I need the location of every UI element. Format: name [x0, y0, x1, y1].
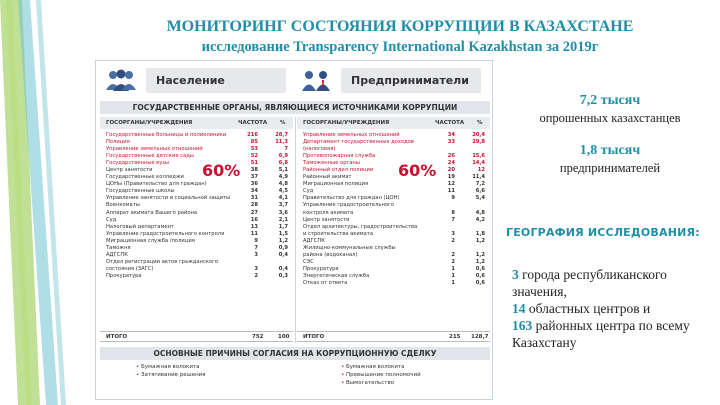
org-name: Государственные больницы и поликлиники	[106, 132, 227, 138]
percent-value: 4,8	[475, 209, 485, 216]
org-name: Противопожарная служба	[303, 153, 376, 160]
frequency-value: 31	[250, 195, 258, 202]
table-row	[303, 181, 491, 188]
org-name: Правительство для граждан (ЦОН)	[303, 195, 400, 202]
org-name: Прокуратура	[303, 265, 339, 272]
table-row	[106, 259, 294, 266]
percent-value: 6,8	[278, 160, 288, 167]
percent-value: 3,6	[278, 209, 288, 216]
percent-value: 4,1	[278, 195, 288, 202]
percent-value: 0,4	[278, 251, 288, 258]
org-name: Государственные вузы	[106, 160, 170, 167]
percent-value: 1,2	[278, 237, 288, 244]
org-name: Управление земельных отношений	[303, 132, 400, 138]
population-header-label: Население	[146, 68, 286, 93]
frequency-value: 12	[447, 181, 455, 188]
org-name: Департамент государственных доходов	[303, 139, 414, 146]
population-column-headers	[100, 117, 293, 129]
table-row	[303, 259, 491, 266]
table-row	[106, 153, 294, 160]
stat-entrepreneurs-value: 1,8 тысяч	[579, 143, 641, 158]
frequency-value: 1	[451, 272, 455, 279]
percent-value: 6,9	[278, 153, 288, 160]
frequency-value: 2	[451, 251, 455, 258]
frequency-value: 11	[250, 230, 258, 237]
entrepreneurs-highlight-percent: 60%	[398, 161, 437, 180]
org-name: Жилищно-коммунальные службы	[303, 244, 396, 251]
frequency-value: 19	[447, 174, 455, 181]
table-row	[303, 224, 491, 231]
table-row	[303, 252, 491, 259]
percent-value: 0,6	[475, 272, 485, 279]
entrepreneurs-reasons	[341, 363, 421, 387]
table-row	[106, 181, 294, 188]
org-name: Управление занятости и социальной защиты	[106, 195, 231, 202]
frequency-value: 216	[247, 132, 258, 138]
column-divider	[295, 117, 296, 343]
percent-value: 0,6	[475, 279, 485, 286]
frequency-value: 16	[250, 216, 258, 223]
org-name: и строительства акимата	[303, 230, 374, 237]
percent-value: 0,3	[278, 272, 288, 279]
percent-value: 11,4	[472, 174, 485, 181]
frequency-value: 24	[447, 160, 455, 167]
frequency-value: 9	[451, 195, 455, 202]
reason-item: • Бумажная волокита	[341, 363, 421, 371]
table-row	[303, 238, 491, 245]
population-table	[106, 132, 294, 280]
table-row	[106, 146, 294, 153]
regional-text: областных центров и	[525, 301, 651, 316]
percent-value: 4,9	[278, 174, 288, 181]
col-pct-label: %	[280, 120, 286, 126]
org-name: Центр занятости	[303, 216, 350, 223]
table-row	[106, 174, 294, 181]
stat-respondents-label: опрошенных казахстанцев	[539, 111, 681, 125]
frequency-value: 34	[447, 132, 455, 138]
org-name: Прокуратура	[106, 272, 142, 279]
stat-entrepreneurs-label: предпринимателей	[559, 161, 661, 175]
percent-value: 5,1	[278, 167, 288, 174]
stat-entrepreneurs	[510, 143, 710, 176]
reason-item: • Затягивание решения	[136, 371, 206, 379]
table-row	[106, 266, 294, 273]
population-total-row	[100, 331, 293, 342]
table-row	[106, 273, 294, 280]
org-name: Таможенные органы	[303, 160, 360, 167]
percent-value: 2,1	[278, 216, 288, 223]
frequency-value: 2	[451, 237, 455, 244]
percent-value: 6,6	[475, 188, 485, 195]
percent-value: 20,4	[472, 132, 485, 138]
reason-item: • Бумажная волокита	[136, 363, 206, 371]
percent-value: 7	[284, 146, 288, 153]
percent-value: 15,6	[472, 153, 485, 160]
frequency-value: 1	[451, 265, 455, 272]
table-row	[106, 252, 294, 259]
org-name: Отказ от ответа	[303, 279, 348, 286]
frequency-value: 37	[250, 174, 258, 181]
org-name: Управление земельных отношений	[106, 146, 203, 153]
business-people-icon	[299, 68, 333, 92]
table-row	[106, 238, 294, 245]
org-name: Военкоматы	[106, 202, 140, 209]
percent-value: 5,4	[475, 195, 485, 202]
section-reasons-title: ОСНОВНЫЕ ПРИЧИНЫ СОГЛАСИЯ НА КОРРУПЦИОННУЮ СДЕЛКУ	[100, 347, 490, 360]
table-row	[106, 217, 294, 224]
org-name: Управление градостроительного	[303, 202, 394, 209]
geography-heading: ГЕОГРАФИЯ ИССЛЕДОВАНИЯ:	[506, 226, 700, 239]
percent-value: 28,7	[275, 132, 288, 138]
percent-value: 1,7	[278, 223, 288, 230]
org-name: Управление градостроительного контроля	[106, 230, 225, 237]
table-row	[106, 202, 294, 209]
org-name: Налоговый департамент	[106, 223, 175, 230]
org-name: ЦОНы (Правительство для граждан)	[106, 181, 207, 188]
table-row	[106, 245, 294, 252]
total-label: ИТОГО	[303, 334, 325, 340]
col-org-label: ГОСОРГАНЫ/УЧРЕЖДЕНИЯ	[106, 120, 193, 126]
frequency-value: 3	[254, 251, 258, 258]
table-row	[106, 210, 294, 217]
table-row	[106, 224, 294, 231]
regional-count: 14	[512, 301, 526, 316]
org-name: (налоговая)	[303, 146, 336, 153]
org-name: района (водоканал)	[303, 251, 358, 258]
org-name: Государственные детские сады	[106, 153, 194, 160]
percent-value: 4,8	[278, 181, 288, 188]
table-row	[303, 174, 491, 181]
org-name: Миграционная полиция	[303, 181, 369, 188]
percent-value: 12	[477, 167, 485, 174]
geography-text	[512, 266, 712, 351]
percent-value: 3,7	[278, 202, 288, 209]
decorative-bars	[0, 0, 70, 405]
percent-value: 0,6	[475, 265, 485, 272]
org-name: Районный акимат	[303, 174, 352, 181]
table-row	[303, 266, 491, 273]
reason-item: • Превышение полномочий	[341, 371, 421, 379]
title-line-2: исследование Transparency International Kazakhstan за 2019г	[201, 39, 599, 55]
frequency-value: 26	[447, 153, 455, 160]
org-name: Миграционная служба /полиция	[106, 237, 195, 244]
table-row	[303, 202, 491, 209]
population-reasons	[136, 363, 206, 379]
org-name: СЭС	[303, 258, 314, 265]
frequency-value: 7	[254, 244, 258, 251]
percent-value: 7,2	[475, 181, 485, 188]
table-row	[106, 160, 294, 167]
org-name: Суд	[303, 188, 314, 195]
entrepreneurs-column-headers	[297, 117, 490, 129]
table-row	[303, 245, 491, 252]
table-row	[106, 132, 294, 139]
table-row	[303, 132, 491, 139]
org-name: Таможня	[106, 244, 131, 251]
org-name: Полиция	[106, 139, 130, 146]
frequency-value: 53	[250, 146, 258, 153]
col-org-label: ГОСОРГАНЫ/УЧРЕЖДЕНИЯ	[303, 120, 390, 126]
table-row	[106, 195, 294, 202]
table-row	[106, 167, 294, 174]
population-header	[146, 65, 286, 95]
table-row	[303, 195, 491, 202]
percent-value: 19,8	[472, 139, 485, 146]
org-name: Отдел архитектуры, градостроительства	[303, 223, 418, 230]
percent-value: 4,2	[475, 216, 485, 223]
frequency-value: 1	[451, 279, 455, 286]
col-freq-label: ЧАСТОТА	[435, 120, 465, 126]
table-row	[303, 231, 491, 238]
table-row	[303, 139, 491, 146]
frequency-value: 27	[250, 209, 258, 216]
cities-text: города республиканского значения,	[512, 267, 667, 299]
org-name: Районный отдел полиции	[303, 167, 374, 174]
population-total-count: 752	[252, 334, 264, 340]
percent-value: 1,8	[475, 230, 485, 237]
percent-value: 4,5	[278, 188, 288, 195]
entrepreneurs-total-pct: 128,7	[471, 334, 489, 340]
org-name: Государственные колледжи	[106, 174, 184, 181]
col-pct-label: %	[477, 120, 483, 126]
table-row	[106, 231, 294, 238]
frequency-value: 2	[254, 272, 258, 279]
percent-value: 1,2	[475, 237, 485, 244]
frequency-value: 2	[451, 258, 455, 265]
population-highlight-percent: 60%	[202, 161, 241, 180]
corruption-infographic	[95, 60, 493, 400]
frequency-value: 9	[254, 237, 258, 244]
frequency-value: 28	[250, 202, 258, 209]
slide-title	[120, 16, 680, 58]
percent-value: 1,2	[475, 258, 485, 265]
district-count: 163	[512, 318, 533, 333]
frequency-value: 36	[250, 181, 258, 188]
people-group-icon	[104, 68, 138, 92]
frequency-value: 3	[254, 265, 258, 272]
frequency-value: 3	[451, 230, 455, 237]
table-row	[303, 188, 491, 195]
title-line-1: МОНИТОРИНГ СОСТОЯНИЯ КОРРУПЦИИ В КАЗАХСТАНЕ	[166, 18, 634, 35]
frequency-value: 85	[250, 139, 258, 146]
entrepreneurs-table	[303, 132, 491, 287]
percent-value: 11,3	[275, 139, 288, 146]
org-name: контроля акимата	[303, 209, 354, 216]
frequency-value: 52	[250, 153, 258, 160]
frequency-value: 8	[451, 209, 455, 216]
district-text: районных центра по всему Казахстану	[512, 318, 690, 350]
col-freq-label: ЧАСТОТА	[238, 120, 268, 126]
population-total-pct: 100	[278, 334, 290, 340]
org-name: АДГСПК	[303, 237, 325, 244]
frequency-value: 13	[250, 223, 258, 230]
org-name: Суд	[106, 216, 117, 223]
entrepreneurs-total-row	[297, 331, 490, 342]
percent-value: 1,5	[278, 230, 288, 237]
percent-value: 0,4	[278, 265, 288, 272]
entrepreneurs-header-label: Предприниматели	[341, 68, 481, 93]
org-name: Энергетическая служба	[303, 272, 370, 279]
table-row	[303, 280, 491, 287]
org-name: Государственные школы	[106, 188, 175, 195]
frequency-value: 20	[447, 167, 455, 174]
cities-count: 3	[512, 267, 519, 282]
entrepreneurs-header	[341, 65, 481, 95]
frequency-value: 33	[447, 139, 455, 146]
org-name: Центр занятости	[106, 167, 153, 174]
percent-value: 14,4	[472, 160, 485, 167]
table-row	[303, 273, 491, 280]
org-name: Аппарат акимата Вашего района	[106, 209, 198, 216]
org-name: состояния (ЗАГС)	[106, 265, 154, 272]
table-row	[303, 210, 491, 217]
table-row	[303, 153, 491, 160]
reason-item: • Вымогательство	[341, 379, 421, 387]
frequency-value: 11	[447, 188, 455, 195]
stat-respondents	[510, 93, 710, 126]
frequency-value: 38	[250, 167, 258, 174]
frequency-value: 51	[250, 160, 258, 167]
percent-value: 1,2	[475, 251, 485, 258]
stat-respondents-value: 7,2 тысяч	[579, 93, 641, 108]
frequency-value: 7	[451, 216, 455, 223]
org-name: АДГСПК	[106, 251, 128, 258]
total-label: ИТОГО	[106, 334, 128, 340]
table-row	[303, 146, 491, 153]
frequency-value: 34	[250, 188, 258, 195]
entrepreneurs-total-count: 215	[449, 334, 461, 340]
org-name: Отдел регистрации актов гражданского	[106, 258, 218, 265]
percent-value: 0,9	[278, 244, 288, 251]
table-row	[303, 217, 491, 224]
section-sources-title: ГОСУДАРСТВЕННЫЕ ОРГАНЫ, ЯВЛЯЮЩИЕСЯ ИСТОЧНИКАМИ КОРРУПЦИИ	[100, 101, 490, 114]
